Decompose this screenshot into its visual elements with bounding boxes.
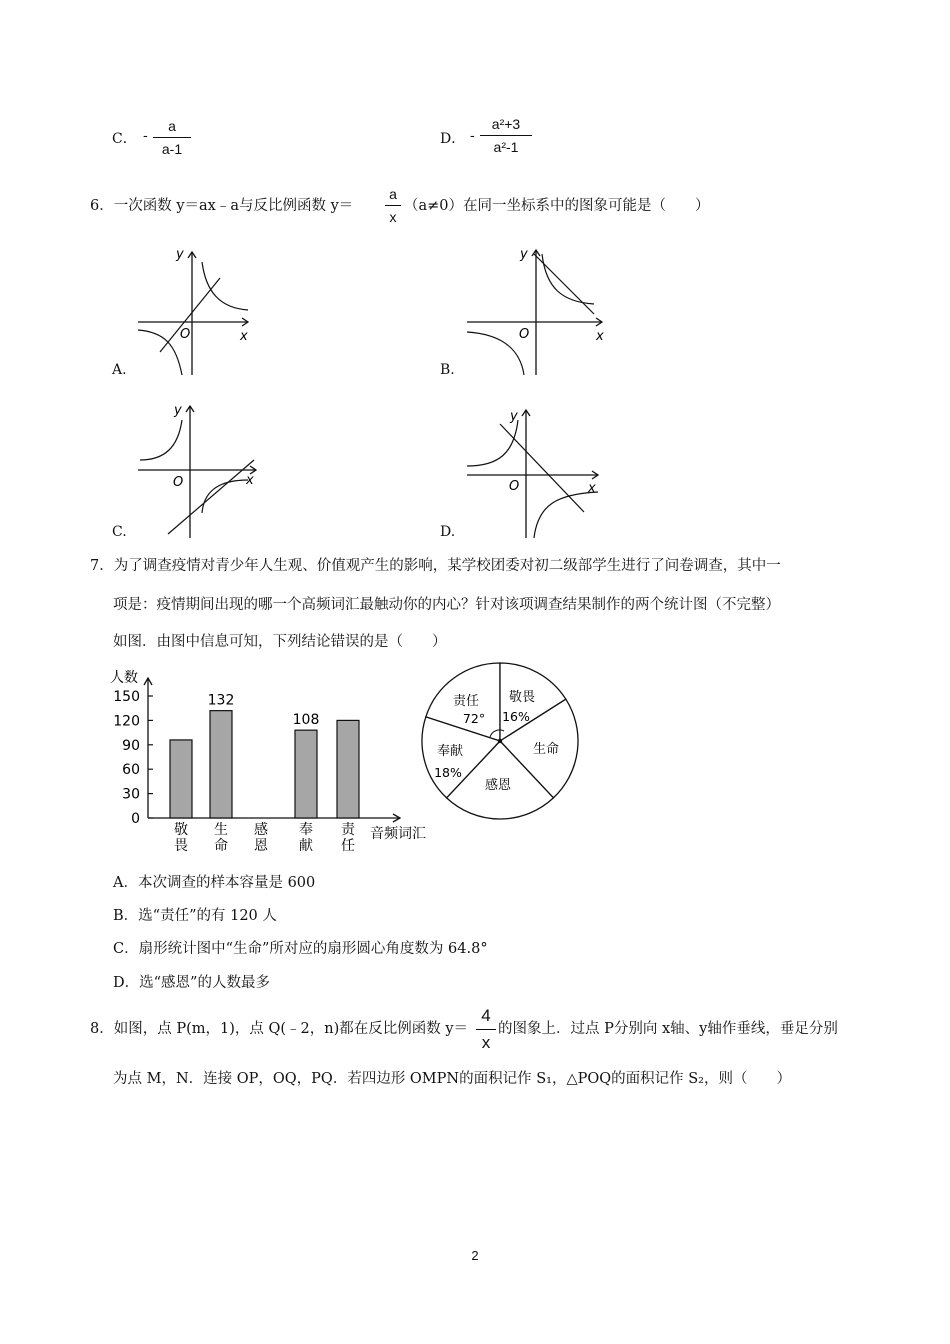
bar-生命 (210, 711, 232, 818)
bar-奉献 (295, 730, 317, 818)
fraction-denominator: a-1 (161, 141, 183, 157)
x-category-label: 献 (299, 838, 313, 854)
q5-option-d-sign: - (470, 128, 475, 144)
q5-option-d-fraction (480, 116, 532, 155)
origin-label: O (173, 475, 184, 490)
q6-option-b-label: B. (440, 362, 455, 378)
origin-label: O (180, 327, 191, 342)
q8-text-part1: 8．如图，点 P(m，1)，点 Q(﹣2，n)都在反比例函数 y＝ (90, 1021, 469, 1037)
x-category-label: 感 (254, 822, 268, 838)
fraction-numerator: a (168, 118, 176, 134)
fraction-denominator: x (481, 1033, 491, 1052)
q5-option-c-sign: - (143, 128, 148, 144)
x-category-label: 恩 (254, 838, 268, 854)
pie-slice-label: 责任 (452, 694, 480, 709)
x-category-label: 畏 (174, 838, 188, 854)
origin-label: O (519, 327, 530, 342)
q6-option-d-label: D. (440, 524, 456, 540)
fraction-denominator: x (389, 209, 397, 225)
page-number: 2 (471, 1248, 479, 1263)
fraction-numerator: a²+3 (491, 116, 521, 132)
q6-option-c-label: C. (112, 524, 127, 540)
q7-line1: 7．为了调查疫情对青少年人生观、价值观产生的影响，某学校团委对初二级部学生进行了问卷调查，其中一 (90, 558, 781, 574)
q8-text-part2: 的图象上．过点 P分别向 x轴、y轴作垂线，垂足分别 (498, 1021, 838, 1037)
y-axis-label: y (176, 247, 184, 262)
fraction-bar (385, 205, 401, 206)
y-axis-label: y (510, 409, 518, 424)
q6-text-part1: 6．一次函数 y＝ax﹣a与反比例函数 y＝ (90, 198, 354, 214)
bar-敬畏 (170, 740, 192, 818)
q5-option-c-label: C． (112, 131, 137, 147)
bar-data-label: 132 (207, 692, 235, 709)
x-axis-title: 音频词汇 (370, 826, 426, 842)
bar-责任 (337, 720, 359, 818)
y-axis-label: y (174, 403, 182, 418)
fraction-bar (153, 137, 191, 138)
x-category-label: 敬 (174, 822, 188, 838)
q6-graph-b (462, 240, 612, 380)
y-axis-title: 人数 (110, 670, 138, 686)
q7-option-b: B．选“责任”的有 120 人 (113, 908, 277, 924)
q7-option-d: D．选“感恩”的人数最多 (113, 975, 270, 991)
q7-option-a: A．本次调查的样本容量是 600 (113, 875, 316, 891)
origin-label: O (509, 479, 520, 494)
bar-chart (100, 668, 435, 858)
pie-slice-value: 16% (502, 709, 530, 724)
pie-slice-value: 72° (462, 711, 486, 726)
x-category-label: 任 (341, 838, 355, 854)
fraction-numerator: a (389, 186, 397, 202)
fraction-denominator: a²-1 (493, 139, 519, 155)
q7-line2: 项是：疫情期间出现的哪一个高频词汇最触动你的内心？针对该项调查结果制作的两个统计图（不完整） (113, 597, 780, 613)
x-axis-label: x (596, 329, 604, 344)
pie-slice-label: 生命 (532, 742, 560, 757)
q5-option-c-fraction (153, 118, 191, 157)
y-axis-label: y (520, 247, 528, 262)
pie-slice-value: 18% (434, 765, 462, 780)
x-category-label: 责 (341, 822, 355, 838)
pie-slice-label: 敬畏 (508, 690, 536, 705)
x-axis-label: x (588, 481, 596, 496)
y-tick-label: 60 (122, 762, 140, 779)
q6-option-a-label: A. (112, 362, 127, 378)
q6-graph-d (462, 400, 612, 545)
y-tick-label: 150 (113, 689, 140, 705)
y-tick-label: 120 (113, 713, 140, 730)
x-axis-label: x (246, 473, 254, 488)
q7-option-c: C．扇形统计图中“生命”所对应的扇形圆心角度数为 64.8° (113, 941, 488, 957)
x-category-label: 奉 (299, 822, 313, 838)
q5-option-d-label: D． (440, 131, 466, 147)
y-tick-label: 0 (131, 811, 140, 827)
q6-graph-c (130, 398, 270, 543)
fraction-bar (476, 1029, 496, 1030)
x-category-label: 命 (214, 838, 228, 854)
q8-fraction (476, 1006, 496, 1053)
y-tick-label: 30 (122, 786, 140, 803)
x-category-label: 生 (214, 822, 228, 838)
fraction-numerator: 4 (481, 1006, 491, 1025)
pie-chart (418, 663, 583, 828)
pie-center (498, 739, 502, 743)
pie-slice-label: 感恩 (484, 778, 512, 793)
bar-data-label: 108 (292, 712, 320, 729)
q6-fraction (385, 186, 401, 225)
y-tick-label: 90 (122, 737, 140, 754)
q8-line2: 为点 M，N．连接 OP，OQ，PQ．若四边形 OMPN的面积记作 S₁，△POQ的面积记作 S₂，则（ ） (113, 1071, 791, 1087)
pie-slice-label: 奉献 (436, 744, 464, 759)
q6-text-part2: （a≠0）在同一坐标系中的图象可能是（ ） (404, 198, 710, 214)
q7-line3: 如图．由图中信息可知，下列结论错误的是（ ） (113, 634, 447, 650)
fraction-bar (480, 135, 532, 136)
q6-graph-a (130, 240, 260, 380)
x-axis-label: x (240, 329, 248, 344)
